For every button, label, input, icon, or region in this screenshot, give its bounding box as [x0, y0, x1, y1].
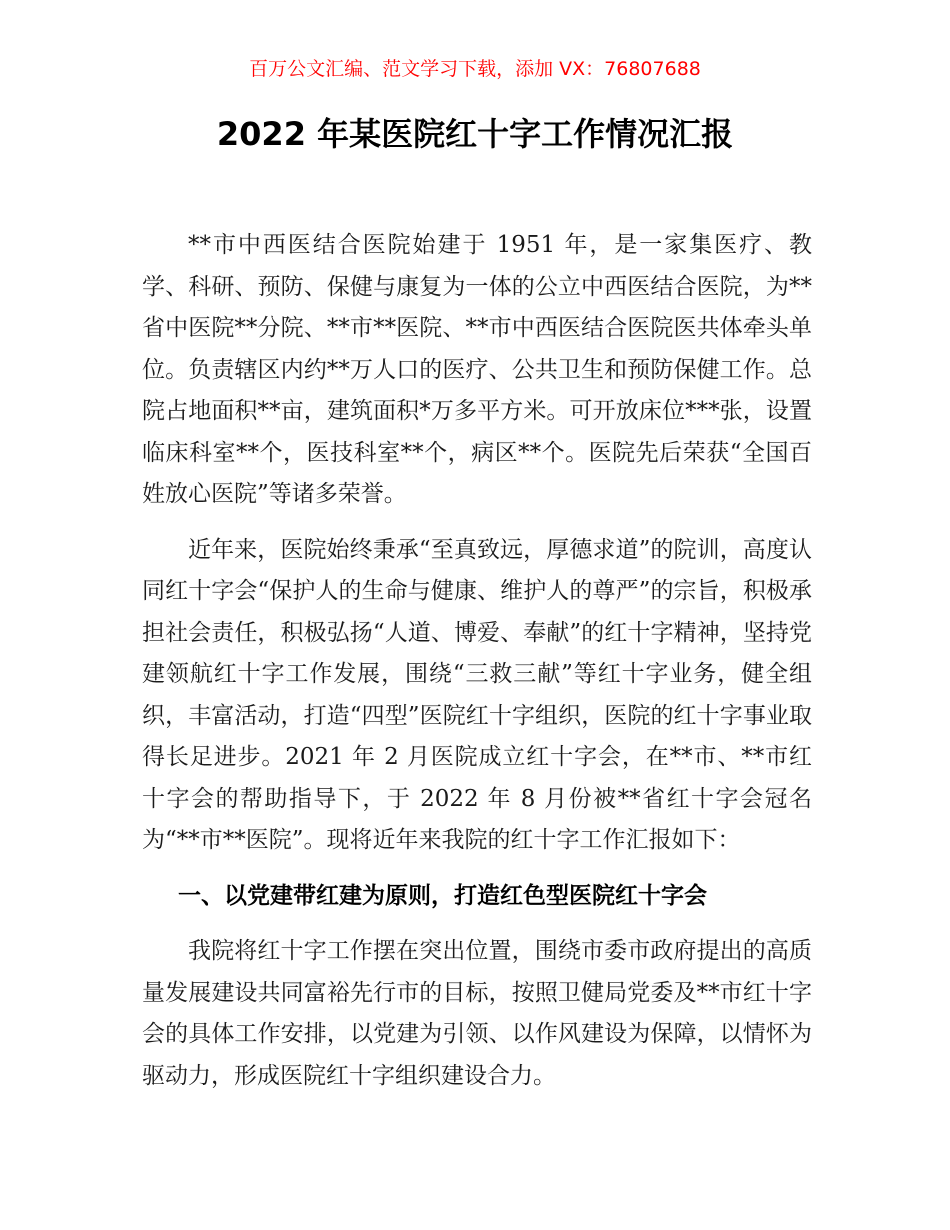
section-heading-1: 一、以党建带红建为原则，打造红色型医院红十字会 [178, 882, 707, 909]
paragraph-intro: **市中西医结合医院始建于 1951 年，是一家集医疗、教学、科研、预防、保健与康复为一体的公立中西医结合医院，为**省中医院**分院、**市**医院、**市中西医结合医院医共体牵头单位。负责辖区内约**万人口的医疗、公共卫生和预防保健工作。总院占地面积**亩，建筑面积*万多平方米。可开放床位***张，设置临床科室**个，医技科室**个，病区**个。医院先后荣获“全国百姓放心医院”等诸多荣誉。 [142, 232, 812, 507]
watermark-banner: 百万公文汇编、范文学习下载，添加 VX：76807688 [249, 58, 701, 80]
paragraph-section-1: 我院将红十字工作摆在突出位置，围绕市委市政府提出的高质量发展建设共同富裕先行市的目标，按照卫健局党委及**市红十字会的具体工作安排，以党建为引领、以作风建设为保障，以情怀为驱动力，形成医院红十字组织建设合力。 [142, 938, 812, 1089]
document-title: 2022 年某医院红十字工作情况汇报 [216, 115, 734, 153]
document-body [142, 225, 812, 1111]
paragraph-overview: 近年来，医院始终秉承“至真致远，厚德求道”的院训，高度认同红十字会“保护人的生命与健康、维护人的尊严”的宗旨，积极承担社会责任，积极弘扬“人道、博爱、奉献”的红十字精神，坚持党建领航红十字工作发展，围绕“三救三献”等红十字业务，健全组织，丰富活动，打造“四型”医院红十字组织，医院的红十字事业取得长足进步。2021 年 2 月医院成立红十字会，在**市、**市红十字会的帮助指导下，于 2022 年 8 月份被**省红十字会冠名为“**市**医院”。现将近年来我院的红十字工作汇报如下： [142, 536, 812, 853]
